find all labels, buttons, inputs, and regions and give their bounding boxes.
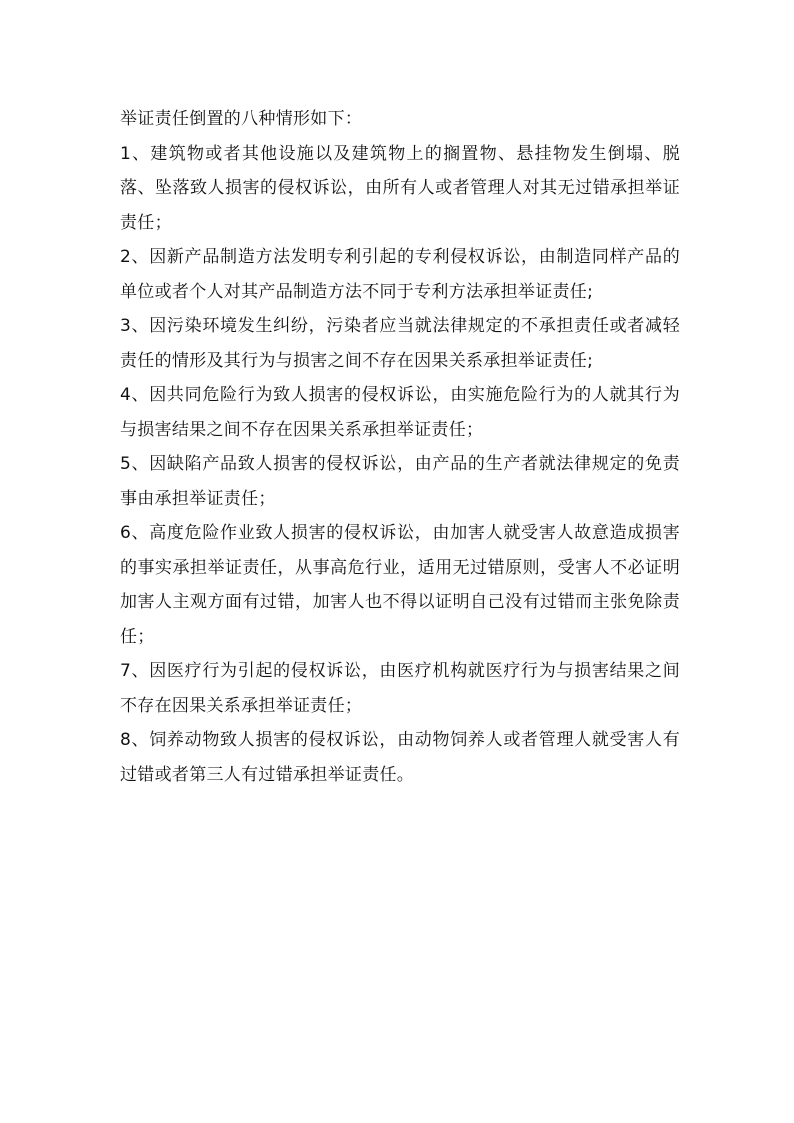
list-item-4: 4、因共同危险行为致人损害的侵权诉讼，由实施危险行为的人就其行为与损害结果之间不存在因果关系承担举证责任； [120,385,680,440]
list-item-2: 2、因新产品制造方法发明专利引起的专利侵权诉讼，由制造同样产品的单位或者个人对其产品制造方法不同于专利方法承担举证责任; [120,247,680,302]
list-item-1: 1、建筑物或者其他设施以及建筑物上的搁置物、悬挂物发生倒塌、脱落、坠落致人损害的侵权诉讼，由所有人或者管理人对其无过错承担举证责任； [120,143,680,233]
list-item-8: 8、饲养动物致人损害的侵权诉讼，由动物饲养人或者管理人就受害人有过错或者第三人有过错承担举证责任。 [120,730,680,785]
list-item-6: 6、高度危险作业致人损害的侵权诉讼，由加害人就受害人故意造成损害的事实承担举证责任，从事高危行业，适用无过错原则，受害人不必证明加害人主观方面有过错，加害人也不得以证明自己没有过错而主张免除责任； [120,523,680,647]
list-item-3: 3、因污染环境发生纠纷，污染者应当就法律规定的不承担责任或者减轻责任的情形及其行为与损害之间不存在因果关系承担举证责任; [120,316,680,371]
list-item-5: 5、因缺陷产品致人损害的侵权诉讼，由产品的生产者就法律规定的免责事由承担举证责任； [120,454,680,509]
intro-paragraph: 举证责任倒置的八种情形如下： [120,109,363,129]
list-item-7: 7、因医疗行为引起的侵权诉讼，由医疗机构就医疗行为与损害结果之间不存在因果关系承担举证责任； [120,661,680,716]
document-body [120,102,680,792]
